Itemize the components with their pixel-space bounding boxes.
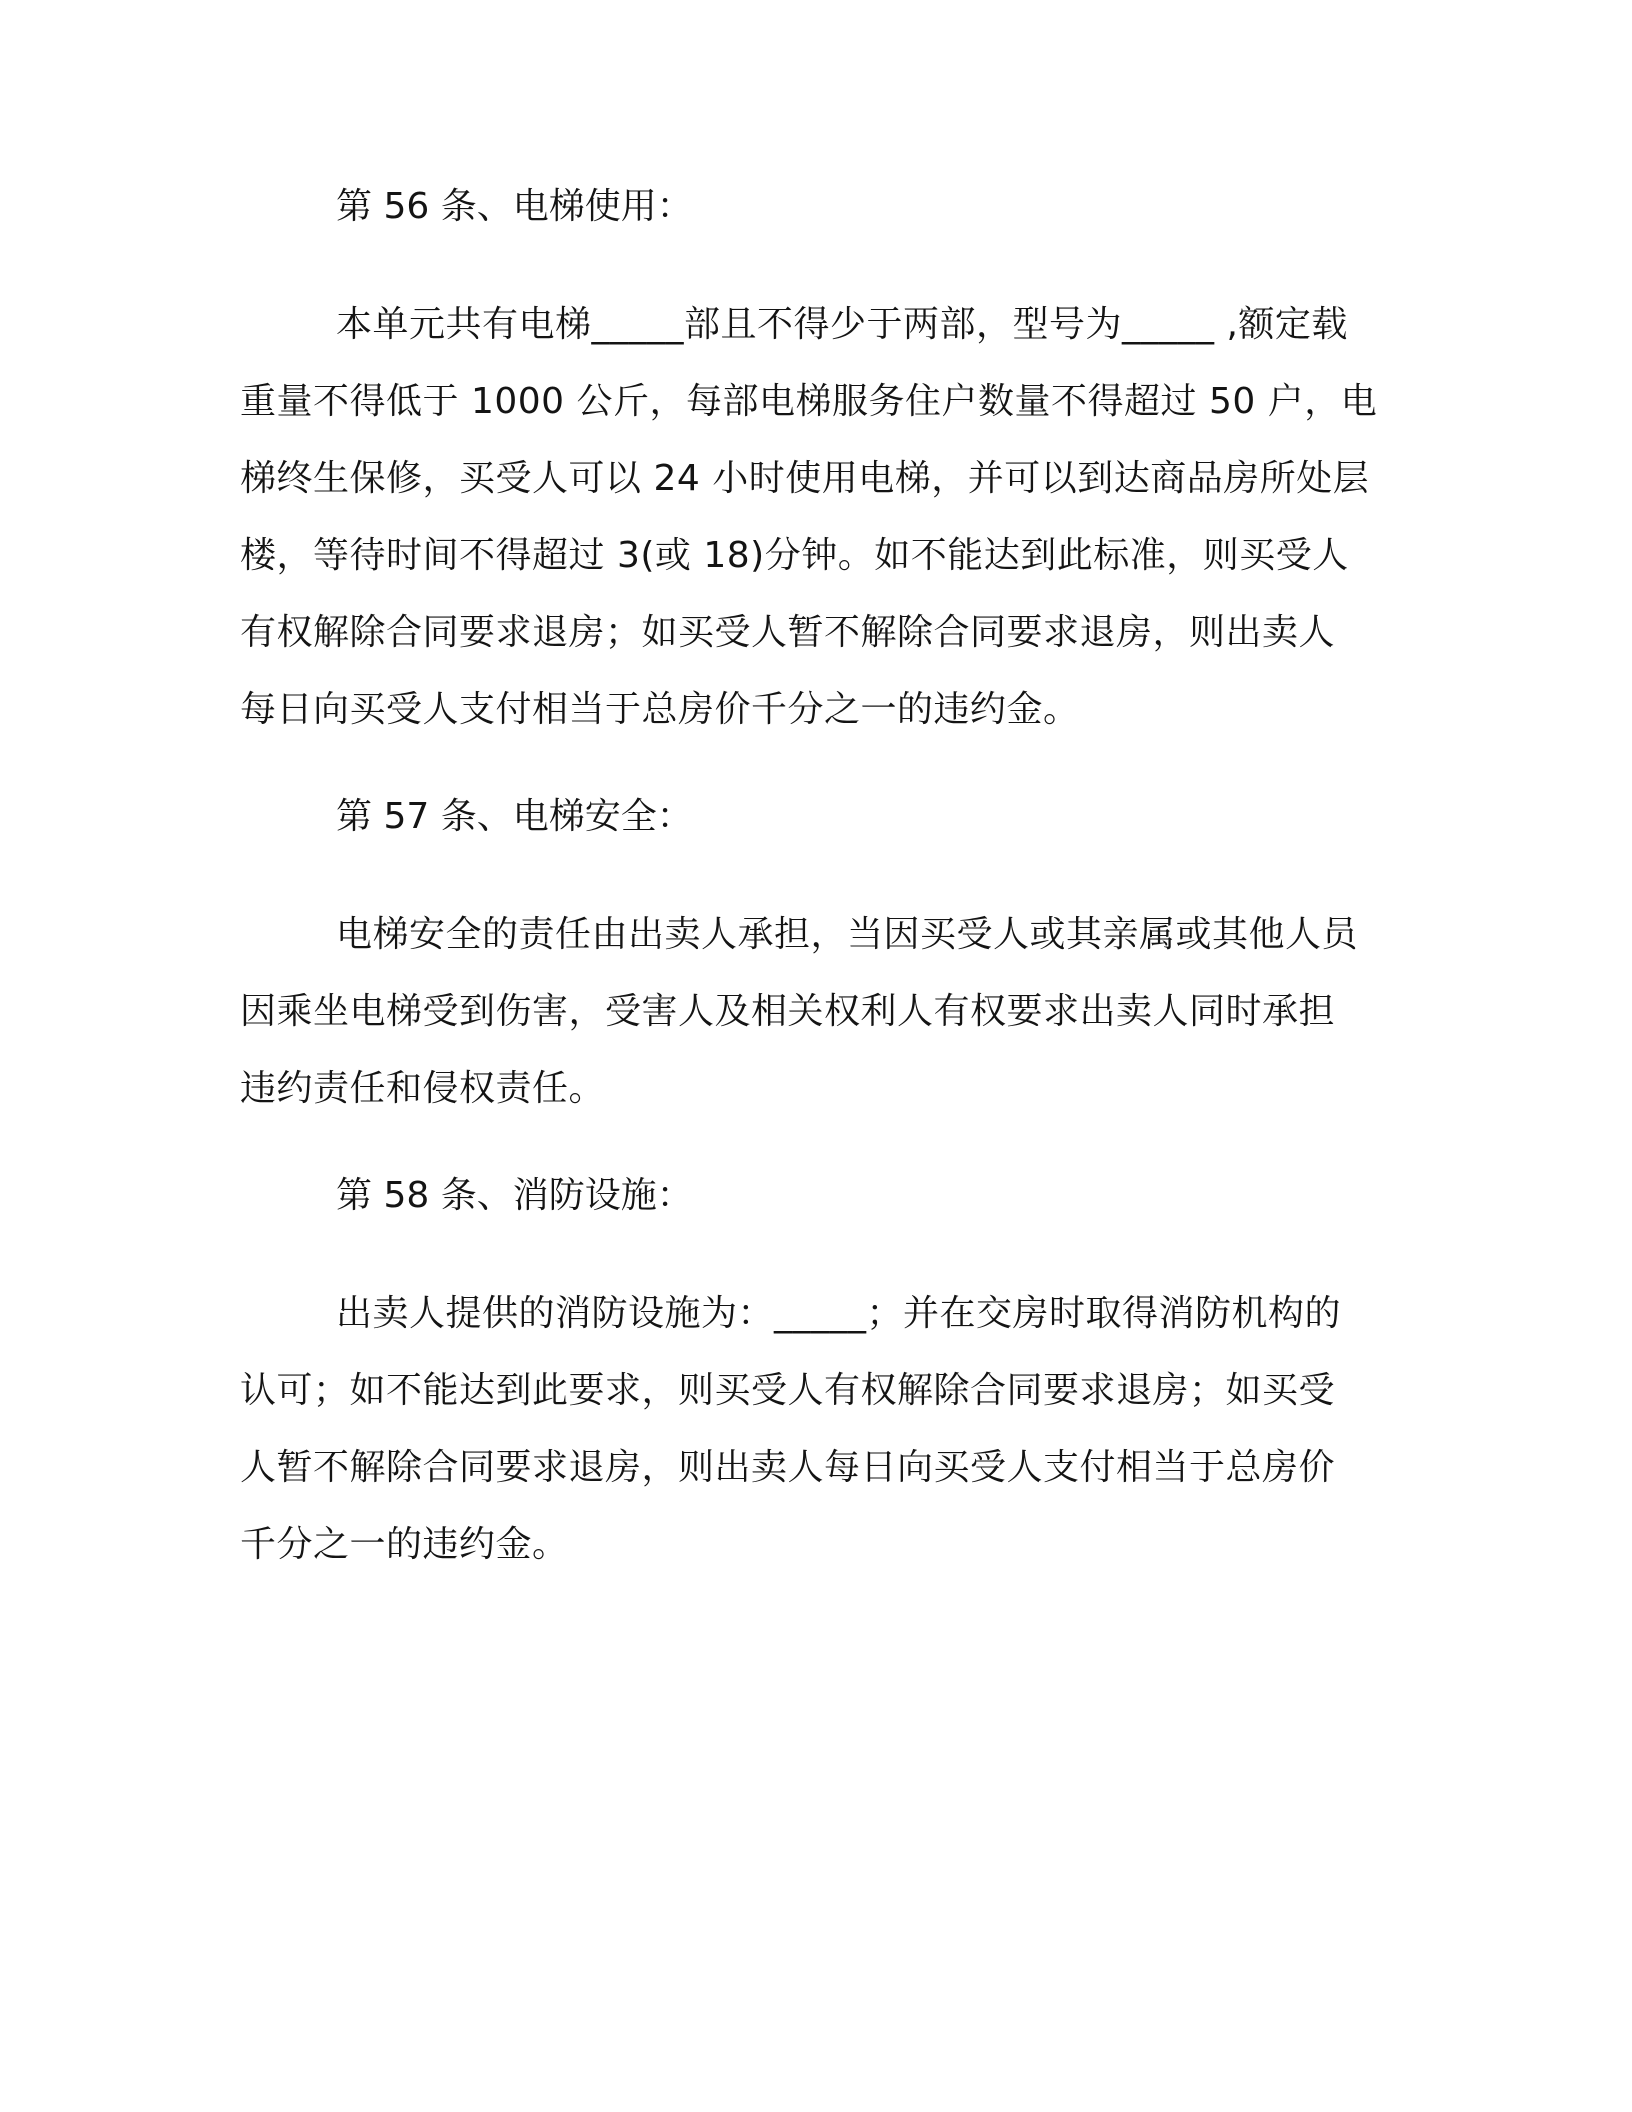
article-57 — [240, 798, 1390, 1177]
article-heading: 第 57 条、电梯安全： — [336, 796, 693, 837]
paragraph-line: 有权解除合同要求退房；如买受人暂不解除合同要求退房，则出卖人 — [240, 612, 1336, 653]
article-paragraph — [240, 896, 1390, 1127]
article-heading: 第 58 条、消防设施： — [336, 1175, 693, 1216]
article-58 — [240, 1177, 1390, 1583]
paragraph-line: 楼，等待时间不得超过 3(或 18)分钟。如不能达到此标准，则买受人 — [240, 535, 1349, 576]
paragraph-line: 因乘坐电梯受到伤害，受害人及相关权利人有权要求出卖人同时承担 — [240, 991, 1336, 1032]
paragraph-line: 出卖人提供的消防设施为：_____；并在交房时取得消防机构的 — [336, 1293, 1342, 1334]
article-paragraph — [240, 1275, 1390, 1583]
article-56 — [240, 188, 1390, 798]
paragraph-line: 本单元共有电梯_____部且不得少于两部，型号为_____ ,额定载 — [336, 304, 1348, 345]
paragraph-line: 违约责任和侵权责任。 — [240, 1068, 606, 1109]
paragraph-line: 梯终生保修，买受人可以 24 小时使用电梯，并可以到达商品房所处层 — [240, 458, 1370, 499]
article-paragraph — [240, 286, 1390, 748]
paragraph-line: 千分之一的违约金。 — [240, 1524, 569, 1565]
paragraph-line: 电梯安全的责任由出卖人承担，当因买受人或其亲属或其他人员 — [336, 914, 1359, 955]
paragraph-line: 每日向买受人支付相当于总房价千分之一的违约金。 — [240, 689, 1080, 730]
article-heading: 第 56 条、电梯使用： — [336, 186, 693, 227]
paragraph-line: 重量不得低于 1000 公斤，每部电梯服务住户数量不得超过 50 户，电 — [240, 381, 1378, 422]
paragraph-line: 人暂不解除合同要求退房，则出卖人每日向买受人支付相当于总房价 — [240, 1447, 1336, 1488]
paragraph-line: 认可；如不能达到此要求，则买受人有权解除合同要求退房；如买受 — [240, 1370, 1336, 1411]
document-body — [240, 188, 1390, 1583]
